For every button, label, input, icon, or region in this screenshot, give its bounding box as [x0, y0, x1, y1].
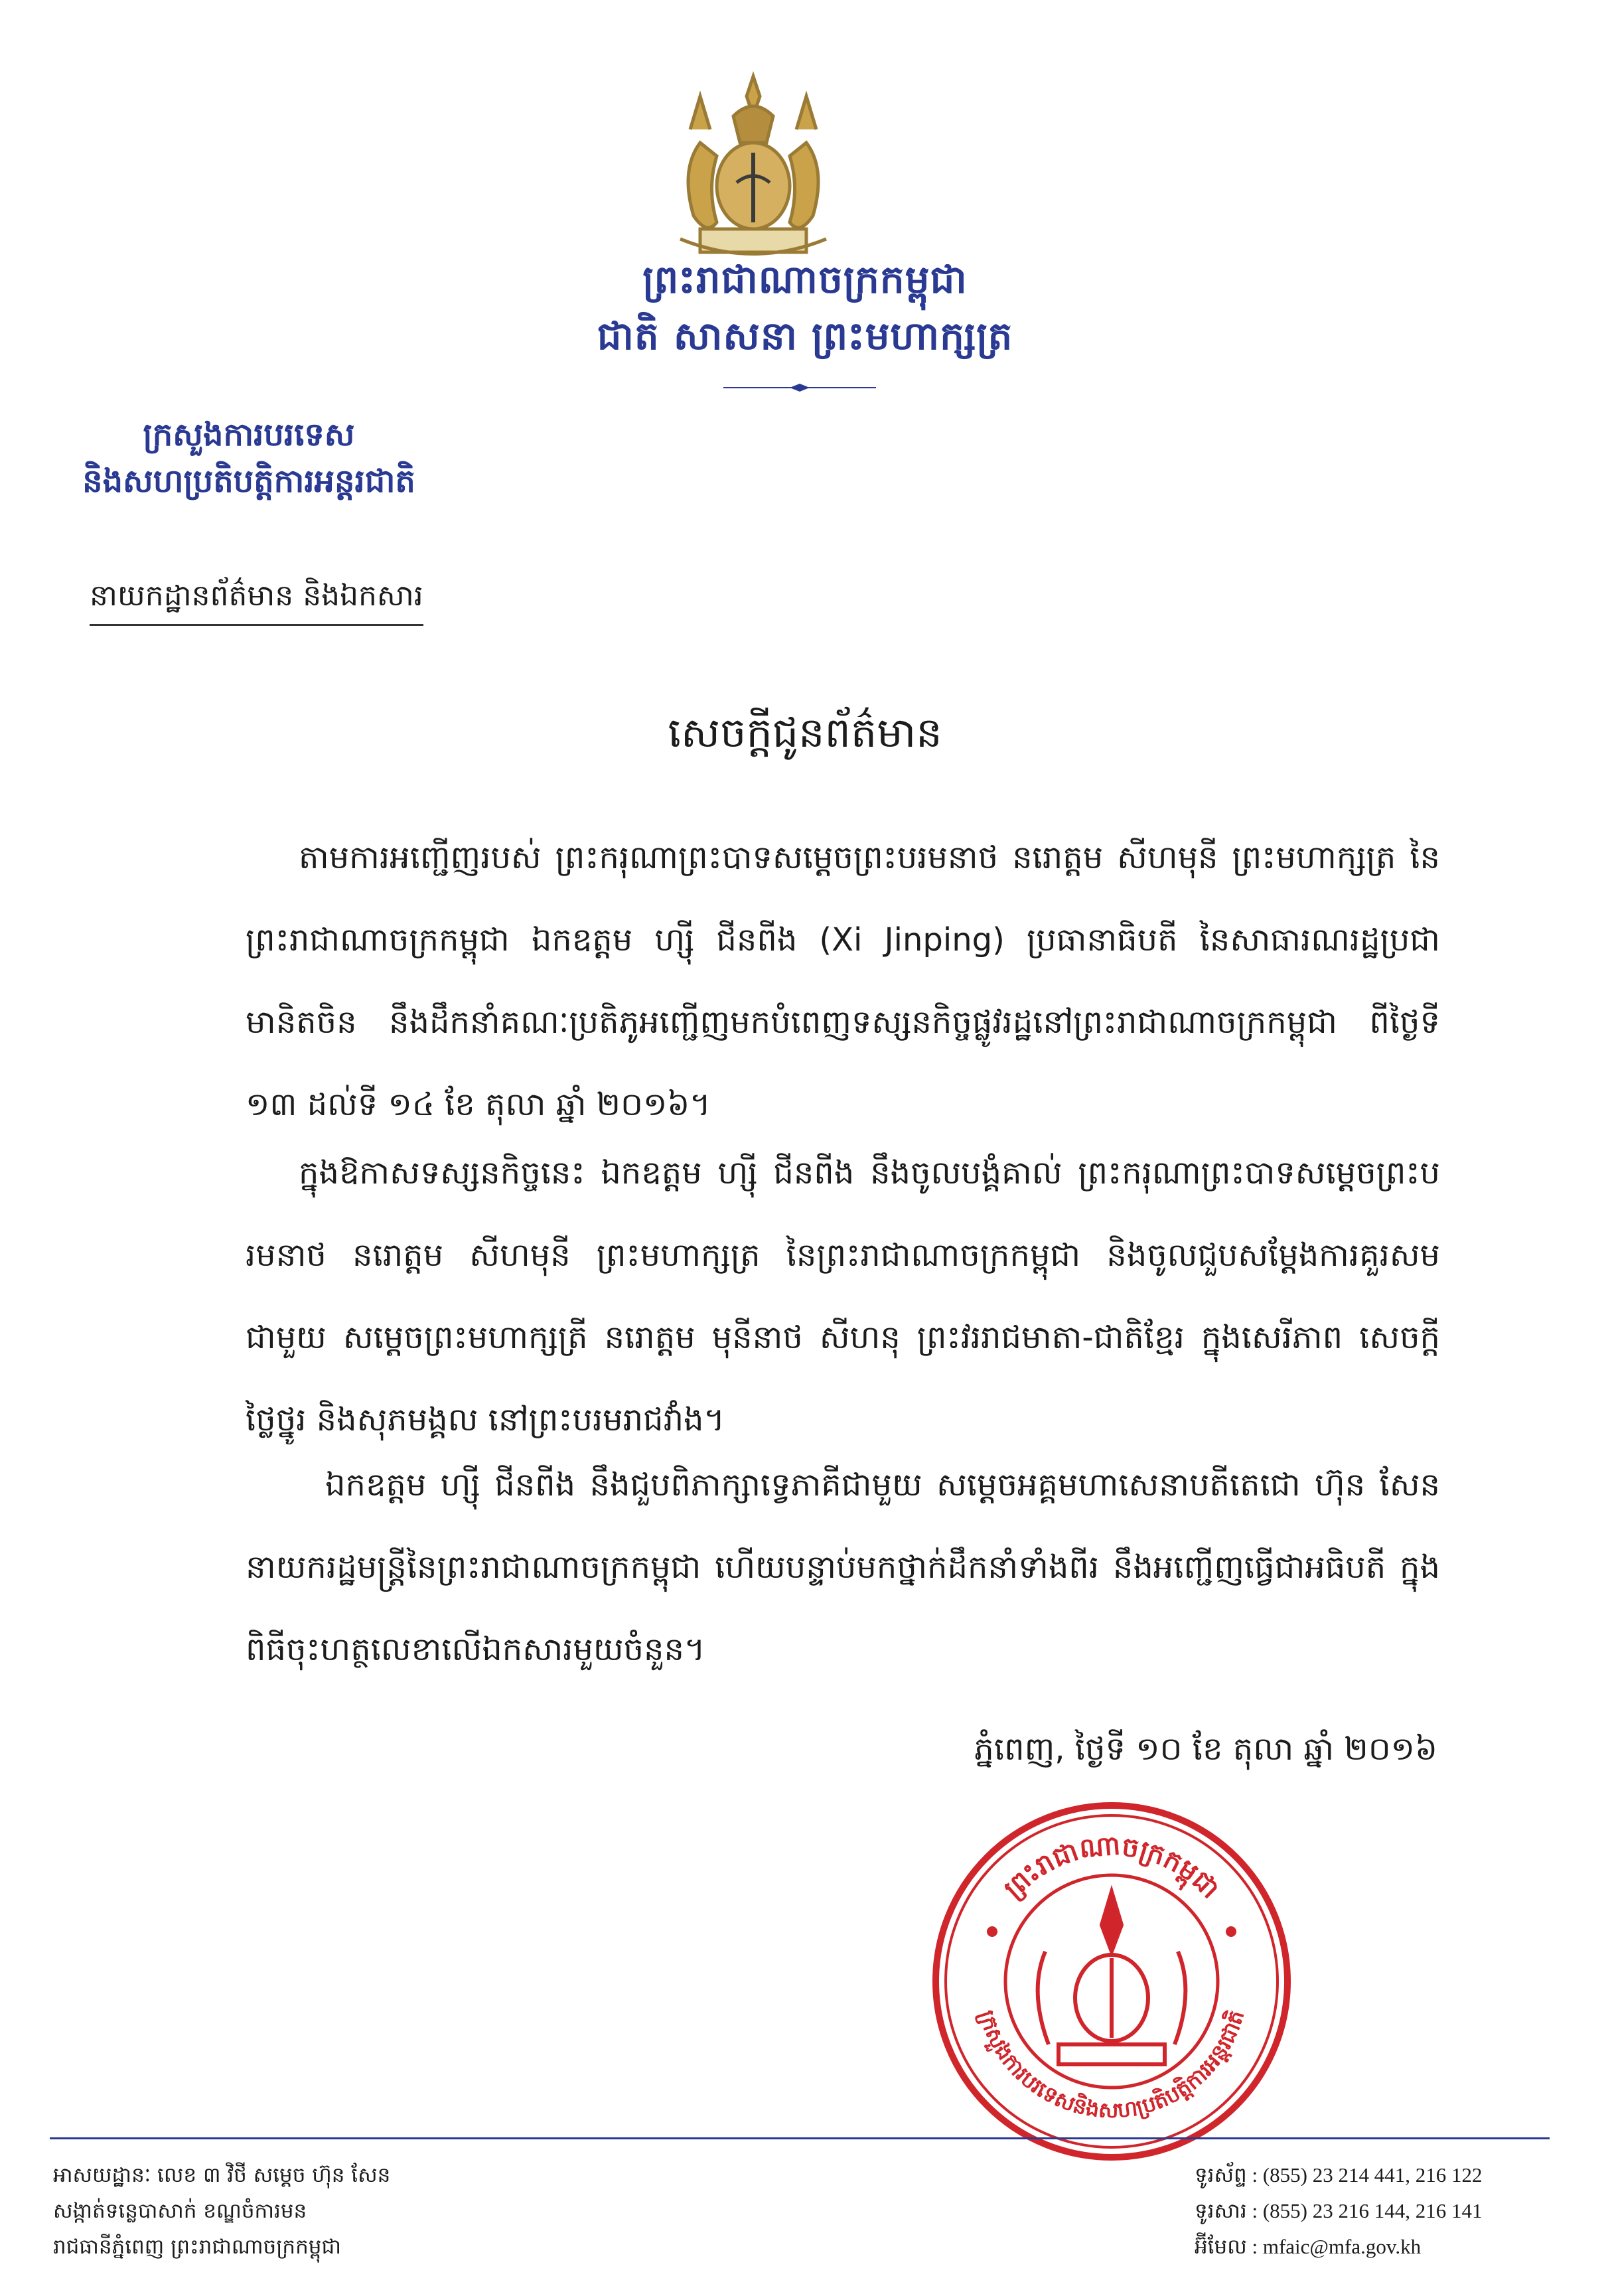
footer-address	[53, 2157, 390, 2265]
date-line: ភ្នំពេញ, ថ្ងៃទី ១០ ខែ តុលា ឆ្នាំ ២០១៦	[974, 1730, 1437, 1768]
phone-row	[1195, 2157, 1482, 2193]
ornament-divider-icon	[723, 383, 876, 392]
address-line-2: សង្កាត់ទន្លេបាសាក់ ខណ្ឌចំការមន	[53, 2199, 307, 2223]
header-line-2: ជាតិ សាសនា ព្រះមហាក្សត្រ	[597, 313, 1013, 358]
royal-emblem-icon	[654, 70, 853, 262]
department-name: នាយកដ្ឋានព័ត៌មាន និងឯកសារ	[90, 577, 423, 626]
seal-upper-text: ព្រះរាជាណាចក្រកម្ពុជា	[998, 1830, 1226, 1905]
address-line-1: អាសយដ្ឋានៈ លេខ ៣ វិថី សម្តេច ហ៊ុន សែន	[53, 2163, 391, 2187]
header-ornament	[723, 382, 876, 392]
email-address[interactable]: mfaic@mfa.gov.kh	[1262, 2235, 1422, 2258]
header-line-1: ព្រះរាជាណាចក្រកម្ពុជា	[642, 257, 968, 302]
fax-number: (855) 23 216 144, 216 141	[1262, 2199, 1483, 2222]
paragraph-3: ឯកឧត្តម ហ្ស៊ី ជីនពីង នឹងជួបពិភាក្សាទ្វេភាគីជាមួយ សម្តេចអគ្គមហាសេនាបតីតេជោ ហ៊ុន សែន នាយករដ្ឋមន្ត្រីនៃព្រះរាជាណាចក្រកម្ពុជា ហើយបន្ទាប់មកថ្នាក់ដឹកនាំទាំងពីរ នឹងអញ្ជើញធ្វើជាអធិបតី ក្នុងពិធីចុះហត្ថលេខាលើឯកសារមួយចំនួន។	[246, 1466, 1440, 1668]
ministry-line-1: ក្រសួងការបរទេស	[143, 416, 355, 453]
address-line-3: រាជធានីភ្នំពេញ ព្រះរាជាណាចក្រកម្ពុជា	[53, 2235, 341, 2259]
ministry-line-2: និងសហប្រតិបត្តិការអន្តរជាតិ	[82, 463, 415, 500]
official-seal	[929, 1799, 1294, 2164]
seal-lower-text: ក្រសួងការបរទេសនិងសហប្រតិបត្តិការអន្តរជាតិ	[974, 2007, 1250, 2123]
email-label: អ៊ីមែល :	[1195, 2235, 1258, 2258]
footer-contact	[1195, 2157, 1482, 2265]
fax-label: ទូរសារ :	[1195, 2199, 1258, 2222]
paragraph-2: ក្នុងឱកាសទស្សនកិច្ចនេះ ឯកឧត្តម ហ្ស៊ី ជីនពីង នឹងចូលបង្គំគាល់ ព្រះករុណាព្រះបាទសម្តេចព្រះបរមនាថ នរោត្តម សីហមុនី ព្រះមហាក្សត្រ នៃព្រះរាជាណាចក្រកម្ពុជា និងចូលជួបសម្តែងការគួរសមជាមួយ សម្តេចព្រះមហាក្សត្រី នរោត្តម មុនីនាថ សីហនុ ព្រះវររាជមាតា-ជាតិខ្មែរ ក្នុងសេរីភាព សេចក្តីថ្លៃថ្នូរ និងសុភមង្គល នៅព្រះបរមរាជវាំង។	[246, 1154, 1441, 1438]
royal-emblem	[654, 70, 853, 262]
phone-label: ទូរស័ព្ទ :	[1195, 2163, 1258, 2186]
phone-number: (855) 23 214 441, 216 122	[1262, 2163, 1483, 2186]
email-row	[1195, 2229, 1482, 2265]
paragraph-1: តាមការអញ្ជើញរបស់ ព្រះករុណាព្រះបាទសម្តេចព្រះបរមនាថ នរោត្តម សីហមុនី ព្រះមហាក្សត្រ នៃព្រះរាជាណាចក្រកម្ពុជា ឯកឧត្តម ហ្ស៊ី ជីនពីង (Xi Jinping) ប្រធានាធិបតី នៃសាធារណរដ្ឋប្រជាមានិតចិន នឹងដឹកនាំគណៈប្រតិភូអញ្ជើញមកបំពេញទស្សនកិច្ចផ្លូវរដ្ឋនៅព្រះរាជាណាចក្រកម្ពុជា ពីថ្ងៃទី ១៣ ដល់ទី ១៤ ខែ តុលា ឆ្នាំ ២០១៦។	[246, 839, 1440, 1123]
document-title: សេចក្តីជូនព័ត៌មាន	[668, 708, 942, 757]
official-seal-icon	[929, 1799, 1294, 2164]
fax-row	[1195, 2193, 1482, 2229]
footer-divider	[50, 2137, 1550, 2139]
